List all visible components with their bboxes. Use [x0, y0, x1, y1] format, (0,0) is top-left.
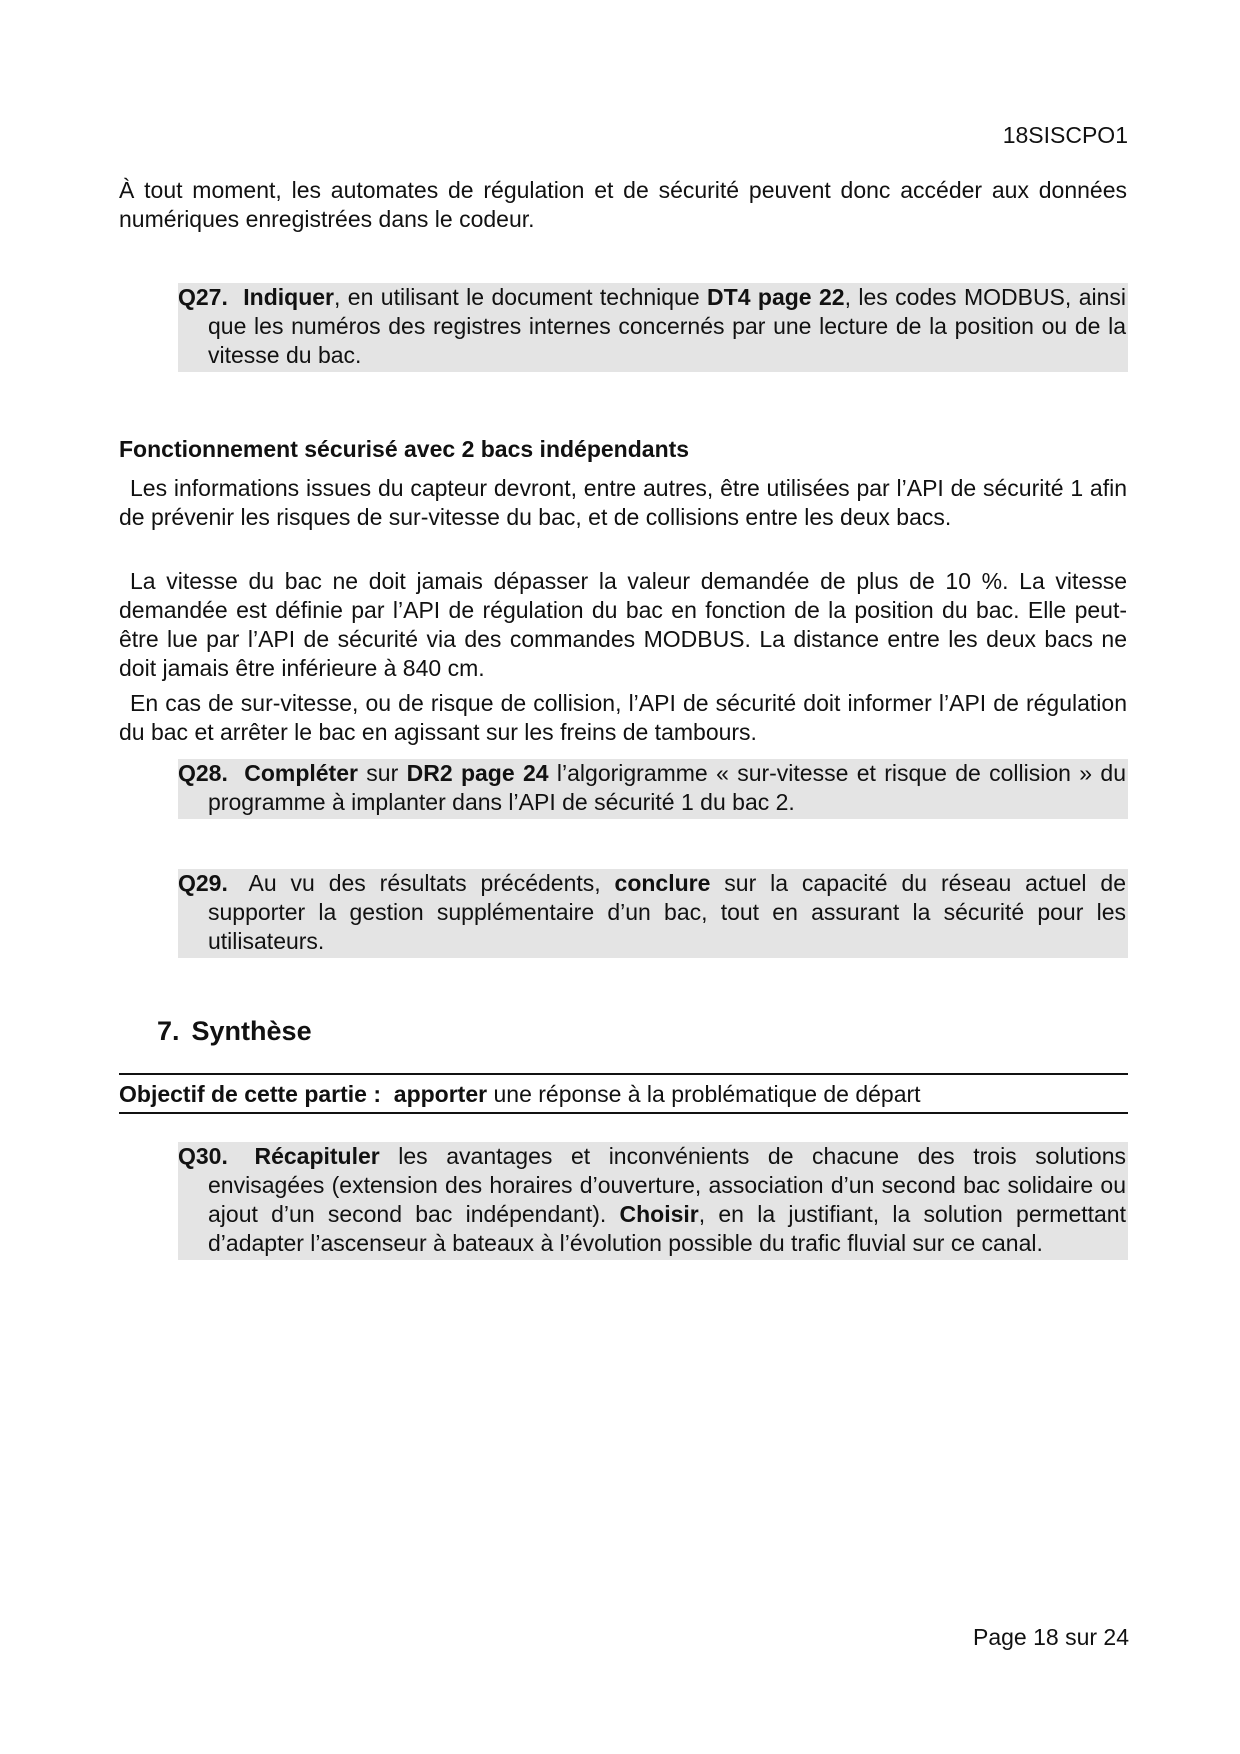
body-paragraph: Les informations issues du capteur devront, entre autres, être utilisées par l’API de sécurité 1 afin de prévenir les risques de sur-vitesse du bac, et de collisions entre les deux bacs. [119, 475, 1127, 530]
objective-banner [119, 1073, 1128, 1114]
question-q29 [178, 869, 1128, 958]
body-paragraph: En cas de sur-vitesse, ou de risque de collision, l’API de sécurité doit informer l’API de régulation du bac et arrêter le bac en agissant sur les freins de tambours. [119, 690, 1127, 745]
section-number: 7. [157, 1016, 180, 1046]
question-number: Q30. [178, 1143, 228, 1169]
question-q30 [178, 1142, 1128, 1260]
section-heading [157, 1017, 312, 1046]
question-verb: Compléter [244, 760, 358, 786]
document-reference: DT4 page 22 [707, 284, 845, 310]
question-verb-secondary: Choisir [619, 1201, 699, 1227]
page-number: Page 18 sur 24 [972, 1624, 1129, 1650]
section-title: Synthèse [191, 1016, 312, 1046]
section-subtitle: Fonctionnement sécurisé avec 2 bacs indépendants [119, 436, 690, 462]
question-number: Q29. [178, 870, 228, 896]
objective-text: une réponse à la problématique de départ [487, 1081, 921, 1107]
question-text: l’algorigramme « sur-vitesse et risque de collision » du programme à implanter dans l’API de sécurité 1 du bac 2. [208, 760, 1127, 815]
question-verb: Récapituler [254, 1143, 380, 1169]
question-text: , en la justifiant, la solution permettant d’adapter l’ascenseur à bateaux à l’évolution possible du trafic fluvial sur ce canal. [208, 1201, 1126, 1256]
question-text: Au vu des résultats précédents, [248, 870, 615, 896]
question-text: sur la capacité du réseau actuel de supporter la gestion supplémentaire d’un bac, tout en assurant la sécurité pour les utilisateurs. [208, 870, 1126, 954]
question-verb: conclure [614, 870, 711, 896]
objective-verb: apporter [393, 1081, 488, 1107]
question-text: les avantages et inconvénients de chacune des trois solutions envisagées (extension des horaires d’ouverture, association d’un second bac solidaire ou ajout d’un second bac indépendant). [208, 1143, 1127, 1227]
question-text: sur [357, 760, 407, 786]
question-q27 [178, 283, 1128, 372]
question-q28 [178, 759, 1128, 819]
document-reference: DR2 page 24 [406, 760, 549, 786]
question-text: , les codes MODBUS, ainsi que les numéros des registres internes concernés par une lecture de la position ou de la vitesse du bac. [208, 284, 1126, 368]
document-code: 18SISCPO1 [1002, 122, 1128, 148]
question-text: , en utilisant le document technique [334, 284, 708, 310]
intro-paragraph: À tout moment, les automates de régulation et de sécurité peuvent donc accéder aux données numériques enregistrées dans le codeur. [119, 177, 1127, 232]
question-number: Q27. [178, 284, 228, 310]
question-number: Q28. [178, 760, 228, 786]
question-verb: Indiquer [243, 284, 335, 310]
objective-label: Objectif de cette partie : [119, 1081, 382, 1107]
body-paragraph: La vitesse du bac ne doit jamais dépasser la valeur demandée de plus de 10 %. La vitesse demandée est définie par l’API de régulation du bac en fonction de la position du bac. Elle peut-être lue par l’API de sécurité via des commandes MODBUS. La distance entre les deux bacs ne doit jamais être inférieure à 840 cm. [119, 568, 1127, 681]
